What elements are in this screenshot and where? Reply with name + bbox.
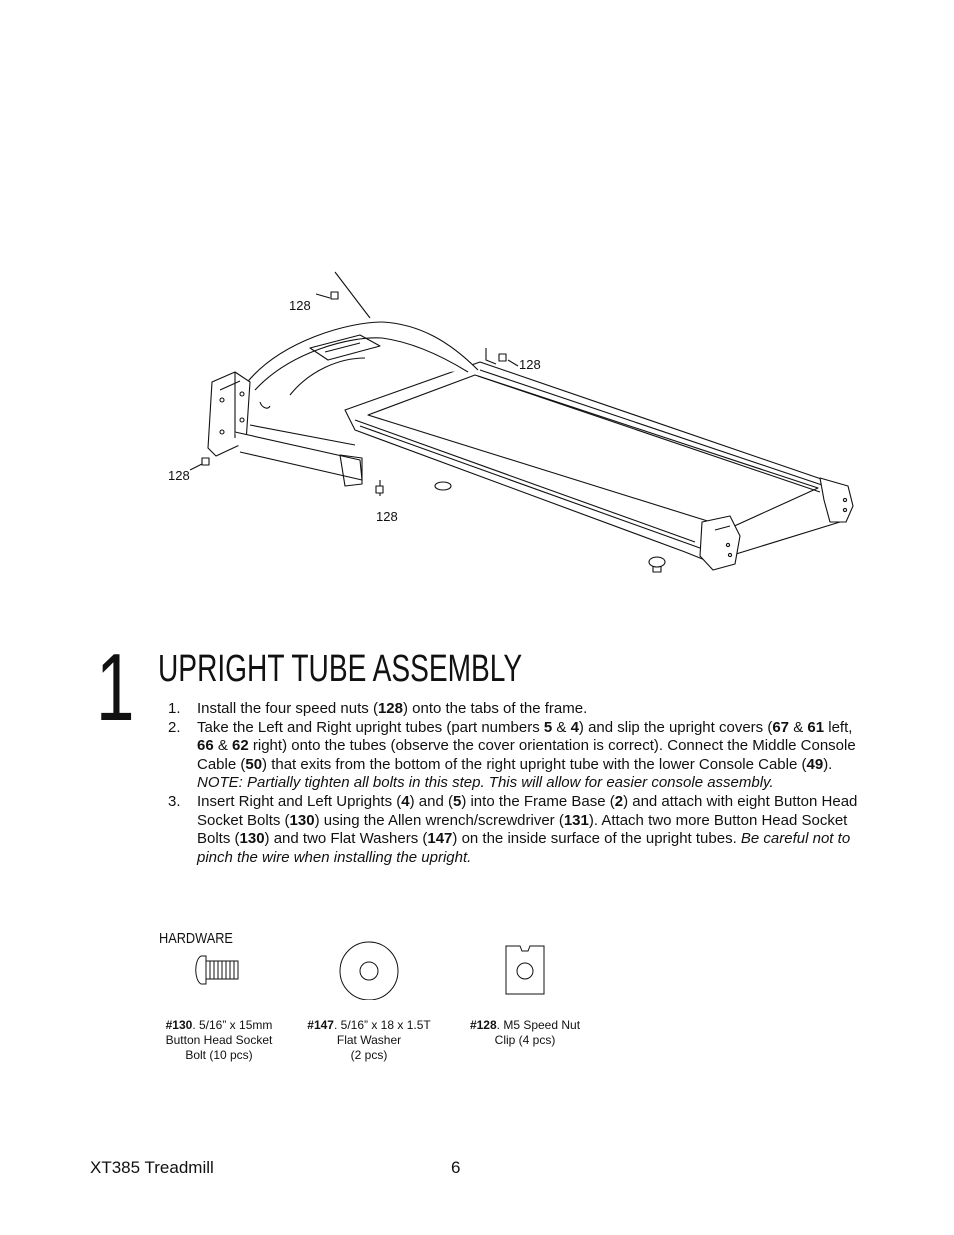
- hardware-caption: [294, 1018, 444, 1063]
- text-run: right) onto the tubes (observe the cover orientation is correct). Connect the Middle Console Cable (: [197, 737, 856, 773]
- part-number: 5: [543, 718, 553, 736]
- text-run: ) and two Flat Washers (: [264, 830, 428, 848]
- part-number: 2: [614, 792, 624, 810]
- part-number: 128: [377, 700, 403, 717]
- part-number: 49: [806, 755, 824, 773]
- text-run: Install the four speed nuts (: [197, 700, 378, 717]
- text-run: &: [213, 737, 233, 755]
- instruction-item: [168, 700, 868, 719]
- part-number: 147: [427, 830, 453, 848]
- instruction-number: 2.: [168, 718, 181, 736]
- text-run: left,: [824, 718, 853, 736]
- part-number: 66: [197, 737, 214, 755]
- hardware-item-130: [144, 940, 294, 1063]
- part-number: 130: [239, 830, 265, 848]
- part-number: 5: [452, 792, 462, 810]
- instruction-note: NOTE: Partially tighten all bolts in this step. This will allow for easier console assembly.: [197, 774, 774, 792]
- hardware-quantity: (2 pcs): [350, 1048, 388, 1062]
- hardware-caption: [144, 1018, 294, 1063]
- text-run: ).: [823, 755, 833, 773]
- hardware-part-number: #147: [307, 1018, 334, 1032]
- instruction-item: [168, 719, 868, 793]
- washer-icon: [334, 940, 404, 1000]
- instruction-number: 3.: [168, 792, 181, 810]
- instruction-text: [197, 700, 868, 719]
- hardware-item-147: [294, 940, 444, 1063]
- text-run: &: [789, 718, 808, 736]
- text-run: ) that exits from the bottom of the right upright tube with the lower Console Cable (: [262, 755, 807, 773]
- footer-product-name: XT385 Treadmill: [90, 1158, 214, 1177]
- text-run: ) onto the tabs of the frame.: [402, 700, 588, 717]
- hardware-quantity: Bolt (10 pcs): [185, 1048, 253, 1062]
- hardware-heading: HARDWARE: [159, 930, 233, 947]
- text-run: ) into the Frame Base (: [461, 792, 615, 810]
- text-run: &: [552, 718, 571, 736]
- text-run: ) and (: [409, 792, 453, 810]
- callout-128-top-left: 128: [289, 298, 311, 313]
- part-number: 62: [232, 737, 249, 755]
- part-number: 4: [570, 718, 579, 736]
- instruction-number: 1.: [168, 700, 181, 717]
- part-number: 50: [245, 755, 263, 773]
- step-title: UPRIGHT TUBE ASSEMBLY: [158, 648, 523, 690]
- hardware-name: Button Head Socket: [165, 1033, 273, 1047]
- callout-128-left: 128: [168, 468, 190, 483]
- text-run: ). Attach two more Button Head Socket Bolts (: [197, 811, 848, 848]
- text-run: ) using the Allen wrench/screwdriver (: [314, 811, 564, 829]
- callout-128-bottom: 128: [376, 509, 398, 524]
- part-number: 130: [289, 811, 315, 829]
- instruction-text: [197, 719, 868, 793]
- hardware-spec: . 5/16” x 15mm: [192, 1018, 273, 1032]
- treadmill-assembly-diagram: [150, 260, 870, 590]
- callout-128-top-right: 128: [519, 357, 541, 372]
- instruction-text: [197, 793, 868, 867]
- hardware-part-number: #128: [469, 1018, 497, 1032]
- part-number: 4: [401, 792, 410, 810]
- part-number: 61: [807, 718, 825, 736]
- part-number: 131: [563, 811, 589, 829]
- text-run: ) and slip the upright covers (: [578, 718, 773, 736]
- hardware-spec: . M5 Speed Nut: [496, 1018, 581, 1032]
- text-run: ) on the inside surface of the upright tubes.: [452, 830, 741, 848]
- text-run: Insert Right and Left Uprights (: [197, 792, 402, 810]
- hardware-name: Flat Washer: [336, 1033, 402, 1047]
- part-number: 67: [772, 718, 790, 736]
- hardware-caption: [450, 1018, 600, 1048]
- footer-page-number: 6: [451, 1158, 461, 1177]
- text-run: ) and attach with eight Button Head Socket Bolts (: [197, 792, 858, 829]
- hardware-quantity: Clip (4 pcs): [494, 1033, 556, 1047]
- speed-nut-icon: [490, 940, 560, 1000]
- step-number: 1: [96, 634, 135, 741]
- hardware-spec: . 5/16” x 18 x 1.5T: [333, 1018, 431, 1032]
- instruction-note: Be careful not to pinch the wire when installing the upright.: [197, 830, 851, 866]
- hardware-part-number: #130: [165, 1018, 193, 1032]
- bolt-icon: [184, 940, 254, 1000]
- hardware-item-128: [450, 940, 600, 1048]
- instruction-list: [168, 700, 868, 867]
- instruction-item: [168, 793, 868, 867]
- treadmill-frame-illustration: [150, 260, 870, 590]
- text-run: Take the Left and Right upright tubes (part numbers: [197, 718, 544, 736]
